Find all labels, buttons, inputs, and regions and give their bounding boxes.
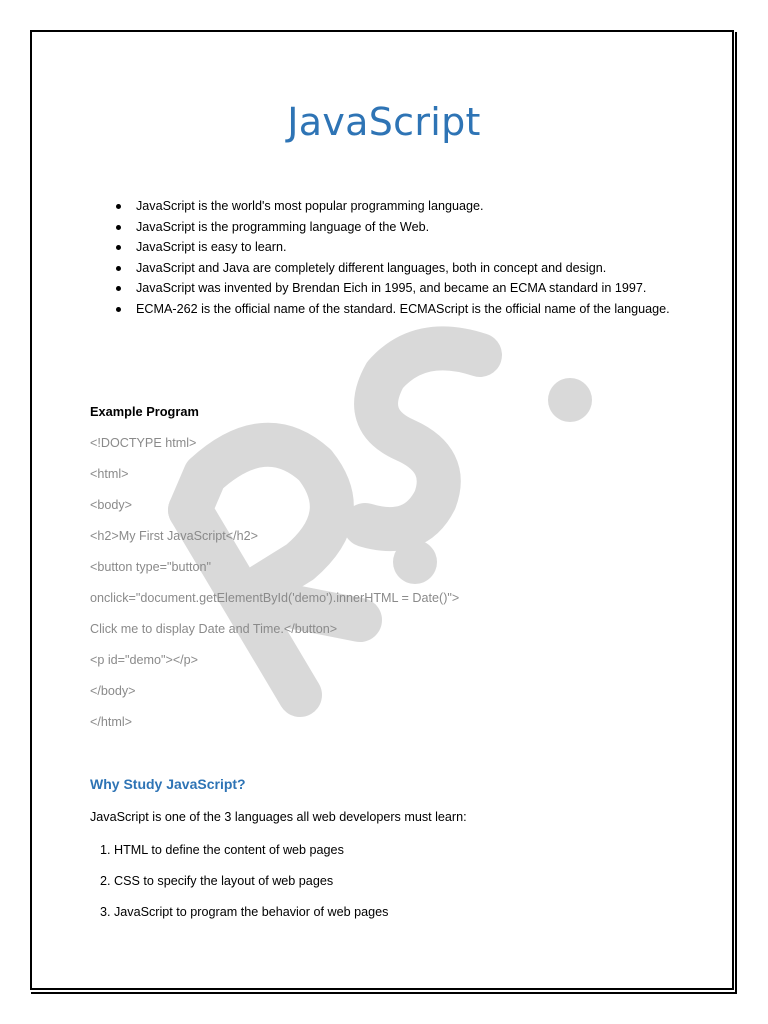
page-title: JavaScript	[287, 100, 481, 144]
bullet-text: ECMA-262 is the official name of the standard. ECMAScript is the official name of the language.	[136, 301, 670, 316]
bullet-text: JavaScript was invented by Brendan Eich in 1995, and became an ECMA standard in 1997.	[136, 281, 647, 295]
why-study-heading: Why Study JavaScript?	[90, 776, 246, 792]
bullet-text: JavaScript is easy to learn.	[136, 240, 287, 254]
code-line: <!DOCTYPE html>	[90, 436, 197, 450]
example-program-heading: Example Program	[90, 404, 199, 419]
bullet-item	[116, 301, 676, 318]
languages-numbered-list	[100, 841, 388, 934]
bullet-item	[116, 239, 676, 256]
bullet-text: JavaScript is the world's most popular programming language.	[136, 199, 484, 213]
bullet-item	[116, 198, 676, 215]
bullet-dot-icon	[116, 266, 121, 271]
code-line: <button type="button"	[90, 560, 211, 574]
bullet-item	[116, 280, 676, 297]
code-line: <html>	[90, 467, 129, 481]
code-line: </html>	[90, 715, 132, 729]
bullet-dot-icon	[116, 204, 121, 209]
code-line: onclick="document.getElementById('demo').innerHTML = Date()">	[90, 591, 460, 605]
bullet-dot-icon	[116, 286, 121, 291]
code-line: <h2>My First JavaScript</h2>	[90, 529, 258, 543]
numbered-list-item: 1. HTML to define the content of web pages	[100, 843, 344, 857]
bullet-text: JavaScript is the programming language of the Web.	[136, 219, 430, 234]
bullet-item	[116, 260, 676, 277]
bullet-item	[116, 219, 676, 236]
code-line: <p id="demo"></p>	[90, 653, 199, 667]
bullet-dot-icon	[116, 307, 121, 312]
bullet-text: JavaScript and Java are completely different languages, both in concept and design.	[136, 260, 607, 275]
feature-bullet-list	[116, 198, 676, 321]
numbered-list-item: 2. CSS to specify the layout of web pages	[100, 874, 334, 888]
code-line: Click me to display Date and Time.</button>	[90, 622, 338, 636]
numbered-list-item: 3. JavaScript to program the behavior of web pages	[100, 905, 389, 919]
code-line: <body>	[90, 498, 133, 512]
bullet-dot-icon	[116, 245, 121, 250]
bullet-dot-icon	[116, 225, 121, 230]
example-code-block	[90, 434, 459, 744]
code-line: </body>	[90, 684, 136, 698]
why-study-intro: JavaScript is one of the 3 languages all web developers must learn:	[90, 810, 467, 824]
